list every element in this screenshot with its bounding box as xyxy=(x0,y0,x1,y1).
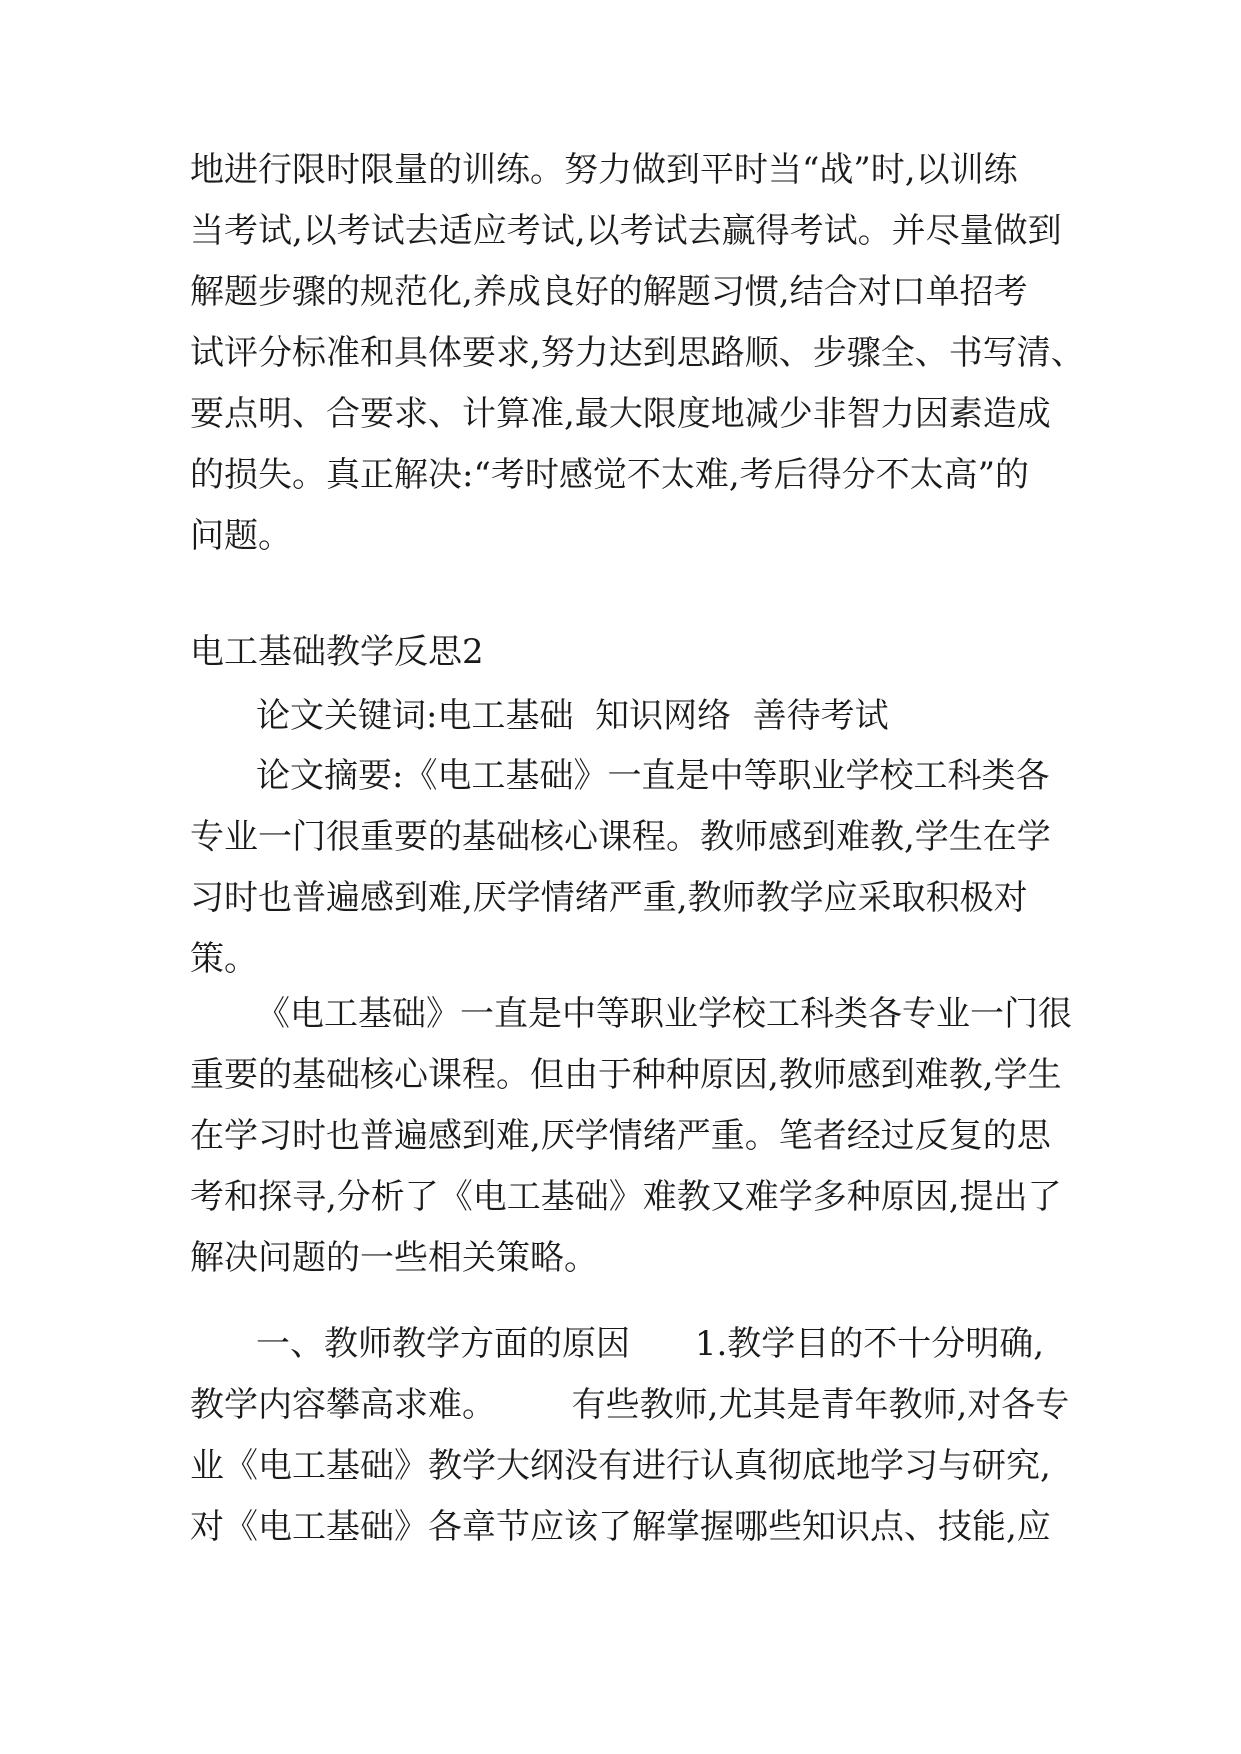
paragraph-line: 在学习时也普遍感到难,厌学情绪严重。笔者经过反复的思 xyxy=(190,1116,1051,1156)
paragraph-line: 的损失。真正解决:“考时感觉不太难,考后得分不太高”的 xyxy=(190,455,1030,495)
paragraph-line: 专业一门很重要的基础核心课程。教师感到难教,学生在学 xyxy=(190,817,1051,857)
paragraph-line: 当考试,以考试去适应考试,以考试去赢得考试。并尽量做到 xyxy=(190,211,1062,251)
paragraph-line: 业《电工基础》教学大纲没有进行认真彻底地学习与研究, xyxy=(190,1446,1051,1486)
paragraph-line: 考和探寻,分析了《电工基础》难教又难学多种原因,提出了 xyxy=(190,1177,1062,1217)
paragraph-line: 习时也普遍感到难,厌学情绪严重,教师教学应采取积极对 xyxy=(190,878,1028,918)
section-title: 电工基础教学反思2 xyxy=(190,632,484,672)
paragraph-line: 解决问题的一些相关策略。 xyxy=(190,1238,598,1278)
top-paragraph xyxy=(190,140,1085,567)
section-title-block xyxy=(190,622,1070,683)
paragraph-line: 重要的基础核心课程。但由于种种原因,教师感到难教,学生 xyxy=(190,1055,1062,1095)
keywords-line: 论文关键词:电工基础 知识网络 善待考试 xyxy=(256,696,889,736)
paragraph-line: 教学内容攀高求难。 有些教师,尤其是青年教师,对各专 xyxy=(190,1385,1070,1425)
paragraph-line: 解题步骤的规范化,养成良好的解题习惯,结合对口单招考 xyxy=(190,272,1028,312)
paragraph-line: 一、教师教学方面的原因 1.教学目的不十分明确, xyxy=(256,1324,1045,1364)
section-one-paragraph xyxy=(190,1314,1070,1558)
paragraph-line: 地进行限时限量的训练。努力做到平时当“战”时,以训练 xyxy=(190,150,1018,190)
paragraph-line: 《电工基础》一直是中等职业学校工科类各专业一门很 xyxy=(256,994,1072,1034)
paragraph-line: 论文摘要:《电工基础》一直是中等职业学校工科类各 xyxy=(256,756,1050,796)
abstract-paragraph xyxy=(190,746,1070,990)
paragraph-line: 试评分标准和具体要求,努力达到思路顺、步骤全、书写清、 xyxy=(190,333,1085,373)
paragraph-line: 对《电工基础》各章节应该了解掌握哪些知识点、技能,应 xyxy=(190,1507,1051,1547)
paragraph-line: 要点明、合要求、计算准,最大限度地减少非智力因素造成 xyxy=(190,394,1051,434)
keywords-block xyxy=(190,686,1070,747)
intro-paragraph xyxy=(190,984,1070,1289)
paragraph-line: 策。 xyxy=(190,939,258,979)
paragraph-line: 问题。 xyxy=(190,516,292,556)
